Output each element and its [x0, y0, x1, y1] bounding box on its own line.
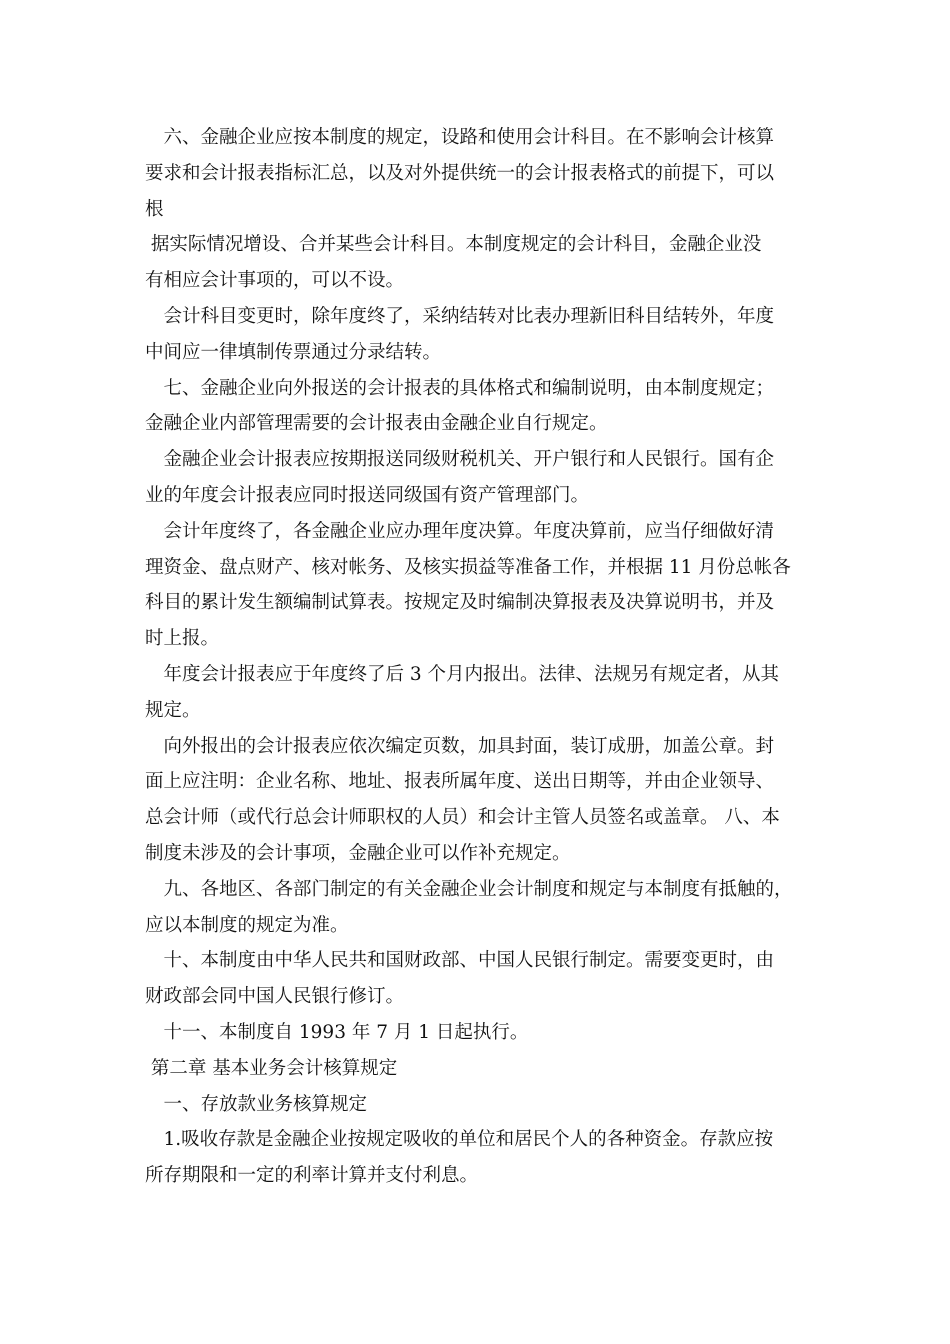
text-line: 财政部会同中国人民银行修订。 — [145, 986, 405, 1008]
text-line: 中间应一律填制传票通过分录结转。 — [145, 341, 442, 363]
text-line: 六、金融企业应按本制度的规定，设路和使用会计科目。在不影响会计核算 — [145, 127, 775, 148]
document-body — [145, 120, 825, 1194]
text-line: 九、各地区、各部门制定的有关金融企业会计制度和规定与本制度有抵触的， — [145, 878, 793, 900]
text-line: 十一、本制度自 1993 年 7 月 1 日起执行。 — [145, 1021, 529, 1043]
text-line: 业的年度会计报表应同时报送同级国有资产管理部门。 — [145, 484, 590, 506]
text-line: 规定。 — [145, 699, 201, 721]
text-line: 科目的累计发生额编制试算表。按规定及时编制决算报表及决算说明书，并及 — [145, 592, 775, 614]
text-line: 年度会计报表应于年度终了后 3 个月内报出。法律、法规另有规定者，从其 — [145, 663, 780, 685]
text-line: 时上报。 — [145, 628, 220, 650]
text-line: 向外报出的会计报表应依次编定页数，加具封面，装订成册，加盖公章。封 — [145, 735, 775, 757]
text-line: 根 — [145, 198, 164, 220]
text-line: 所存期限和一定的利率计算并支付利息。 — [145, 1165, 479, 1187]
text-line: 理资金、盘点财产、核对帐务、及核实损益等准备工作，并根据 11 月份总帐各 — [145, 556, 791, 578]
text-line: 有相应会计事项的，可以不设。 — [145, 270, 405, 292]
text-line: 制度未涉及的会计事项，金融企业可以作补充规定。 — [145, 842, 571, 864]
text-line: 会计科目变更时，除年度终了，采纳结转对比表办理新旧科目结转外，年度 — [145, 305, 775, 327]
chapter-heading: 第二章 基本业务会计核算规定 — [145, 1057, 398, 1079]
text-line: 金融企业会计报表应按期报送同级财税机关、开户银行和人民银行。国有企 — [145, 449, 775, 471]
text-line: 十、本制度由中华人民共和国财政部、中国人民银行制定。需要变更时，由 — [145, 950, 775, 972]
text-line: 1.吸收存款是金融企业按规定吸收的单位和居民个人的各种资金。存款应按 — [145, 1129, 774, 1151]
section-heading: 一、存放款业务核算规定 — [145, 1093, 368, 1115]
text-line: 要求和会计报表指标汇总，以及对外提供统一的会计报表格式的前提下，可以 — [145, 162, 775, 184]
text-line: 金融企业内部管理需要的会计报表由金融企业自行规定。 — [145, 413, 608, 435]
text-line: 七、金融企业向外报送的会计报表的具体格式和编制说明，由本制度规定； — [145, 377, 775, 399]
text-line: 面上应注明：企业名称、地址、报表所属年度、送出日期等，并由企业领导、 — [145, 771, 775, 793]
text-line: 应以本制度的规定为准。 — [145, 914, 349, 936]
text-line: 据实际情况增设、合并某些会计科目。本制度规定的会计科目，金融企业没 — [145, 234, 762, 256]
text-line: 会计年度终了，各金融企业应办理年度决算。年度决算前，应当仔细做好清 — [145, 520, 775, 542]
text-line: 总会计师（或代行总会计师职权的人员）和会计主管人员签名或盖章。 八、本 — [145, 807, 780, 829]
